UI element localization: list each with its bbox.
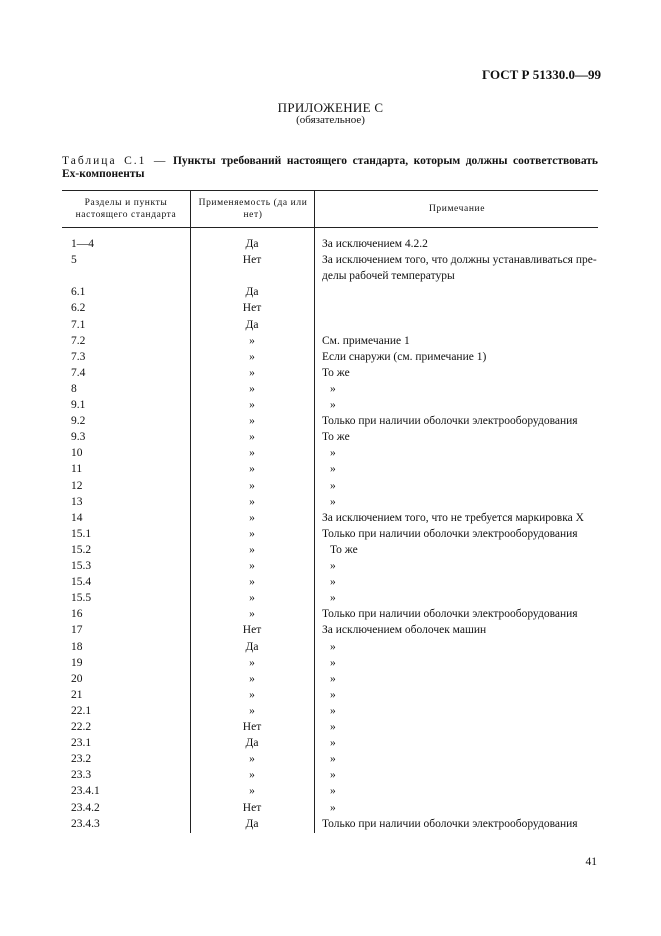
table-row xyxy=(62,446,598,462)
cell-section: 23.1 xyxy=(71,737,92,750)
table-caption-continuation: Ex-компоненты xyxy=(62,168,145,180)
cell-note: » xyxy=(330,382,336,395)
table-row xyxy=(62,366,598,382)
cell-applicability: » xyxy=(249,382,255,395)
cell-note: » xyxy=(330,721,336,733)
table-row xyxy=(62,656,598,672)
cell-section: 8 xyxy=(71,382,77,395)
cell-section: 15.1 xyxy=(71,527,92,540)
cell-section: 7.2 xyxy=(71,334,86,347)
annex-title: ПРИЛОЖЕНИЕ С xyxy=(277,100,384,115)
table-row xyxy=(62,768,598,784)
table-row xyxy=(62,607,598,623)
cell-note: То же xyxy=(330,543,358,556)
cell-section: 12 xyxy=(71,479,83,492)
cell-applicability: » xyxy=(249,399,255,411)
cell-note: » xyxy=(330,495,336,508)
table-row xyxy=(62,543,598,559)
cell-section: 23.2 xyxy=(71,753,92,766)
table-row xyxy=(62,285,598,301)
cell-section: 17 xyxy=(71,624,83,637)
cell-section: 15.5 xyxy=(71,592,92,605)
cell-applicability: Да xyxy=(245,318,259,331)
table-row xyxy=(62,398,598,414)
table-row xyxy=(62,462,598,478)
cell-applicability: » xyxy=(249,592,255,605)
header-note: Примечание xyxy=(314,191,599,227)
cell-section: 9.2 xyxy=(71,415,86,428)
table-row xyxy=(62,350,598,366)
table-row xyxy=(62,559,598,575)
cell-note: За исключением того, что не требуется маркировка X xyxy=(322,511,584,524)
table-row xyxy=(62,704,598,720)
cell-applicability: » xyxy=(249,415,255,428)
table-row xyxy=(62,801,598,817)
table-row xyxy=(62,817,598,833)
table-row xyxy=(62,414,598,430)
cell-applicability: » xyxy=(249,334,255,347)
cell-section: 15.4 xyxy=(71,576,92,589)
cell-note: За исключением оболочек машин xyxy=(322,624,487,637)
cell-applicability: Нет xyxy=(242,302,262,315)
table-caption xyxy=(62,155,598,168)
cell-note: Только при наличии оболочки электрооборудования xyxy=(322,527,578,540)
cell-applicability: » xyxy=(249,785,255,798)
cell-applicability: Да xyxy=(245,238,259,250)
cell-applicability: » xyxy=(249,479,255,492)
cell-section: 14 xyxy=(71,511,83,524)
cell-note: » xyxy=(330,592,336,605)
table-row xyxy=(62,301,598,317)
cell-applicability: » xyxy=(249,560,255,572)
cell-applicability: » xyxy=(249,672,255,685)
cell-section: 5 xyxy=(71,254,77,267)
cell-applicability: » xyxy=(249,688,255,701)
cell-note: Только при наличии оболочки электрооборудования xyxy=(322,415,578,428)
cell-section: 21 xyxy=(71,688,83,701)
cell-applicability: Нет xyxy=(242,624,262,637)
table-row xyxy=(62,511,598,527)
cell-applicability: » xyxy=(249,753,255,766)
cell-applicability: » xyxy=(249,463,255,476)
cell-section: 11 xyxy=(71,463,83,476)
cell-note: То же xyxy=(322,366,350,379)
cell-section: 18 xyxy=(71,640,83,653)
cell-note: То же xyxy=(322,431,350,444)
cell-applicability: Нет xyxy=(242,721,262,733)
table-row xyxy=(62,318,598,334)
cell-applicability: Да xyxy=(245,817,259,830)
table-row xyxy=(62,269,598,285)
table-row xyxy=(62,672,598,688)
table-header xyxy=(62,190,598,228)
cell-note: Только при наличии оболочки электрооборудования xyxy=(322,817,578,830)
cell-note: » xyxy=(330,447,336,460)
table-row xyxy=(62,430,598,446)
cell-note: » xyxy=(330,640,336,653)
cell-applicability: » xyxy=(249,447,255,460)
cell-section: 9.1 xyxy=(71,399,86,411)
cell-section: 7.1 xyxy=(71,318,86,331)
cell-note: » xyxy=(330,672,336,685)
cell-note: » xyxy=(330,656,336,669)
page-number: 41 xyxy=(585,856,597,868)
cell-section: 19 xyxy=(71,656,83,669)
cell-section: 13 xyxy=(71,495,83,508)
table-row xyxy=(62,237,598,253)
cell-applicability: » xyxy=(249,576,255,589)
cell-note: » xyxy=(330,769,336,782)
annex-subtitle: (обязательное) xyxy=(296,114,365,126)
cell-section: 1—4 xyxy=(71,238,94,250)
table-row xyxy=(62,495,598,511)
header-applicability: Применяемость (да или нет) xyxy=(190,191,315,227)
cell-applicability: » xyxy=(249,366,255,379)
cell-applicability: » xyxy=(249,543,255,556)
cell-note: » xyxy=(330,801,336,814)
cell-note: » xyxy=(330,753,336,766)
table-caption-text: Пункты требований настоящего стандарта, которым должны соответствовать xyxy=(172,155,598,167)
cell-applicability: » xyxy=(249,656,255,669)
table-row xyxy=(62,784,598,800)
cell-section: 23.4.3 xyxy=(71,817,100,830)
cell-section: 6.2 xyxy=(71,302,86,315)
cell-note: » xyxy=(330,688,336,701)
table-row xyxy=(62,752,598,768)
table-row xyxy=(62,720,598,736)
cell-applicability: » xyxy=(249,511,255,524)
cell-note: » xyxy=(330,704,336,717)
cell-applicability: » xyxy=(249,769,255,782)
cell-applicability: Да xyxy=(245,737,259,750)
cell-applicability: » xyxy=(249,431,255,444)
table-row xyxy=(62,334,598,350)
cell-note: См. примечание 1 xyxy=(322,334,410,347)
table-row xyxy=(62,382,598,398)
cell-applicability: » xyxy=(249,527,255,540)
cell-note: Только при наличии оболочки электрооборудования xyxy=(322,608,578,621)
cell-section: 16 xyxy=(71,608,83,621)
table-row xyxy=(62,479,598,495)
cell-applicability: Да xyxy=(245,640,259,653)
cell-applicability: » xyxy=(249,495,255,508)
cell-section: 6.1 xyxy=(71,286,86,299)
cell-section: 22.2 xyxy=(71,721,92,733)
table-row xyxy=(62,623,598,639)
table-row xyxy=(62,640,598,656)
cell-note: » xyxy=(330,560,336,572)
cell-section: 10 xyxy=(71,447,83,460)
cell-section: 9.3 xyxy=(71,431,86,444)
cell-section: 20 xyxy=(71,672,83,685)
cell-applicability: Нет xyxy=(242,254,262,267)
cell-section: 7.3 xyxy=(71,350,86,363)
cell-section: 7.4 xyxy=(71,366,86,379)
cell-note: » xyxy=(330,576,336,589)
document-code: ГОСТ Р 51330.0—99 xyxy=(482,67,601,82)
table-row xyxy=(62,736,598,752)
cell-note: » xyxy=(330,479,336,492)
cell-note: » xyxy=(330,737,336,750)
table-row xyxy=(62,575,598,591)
table-row xyxy=(62,591,598,607)
cell-applicability: Нет xyxy=(242,801,262,814)
cell-section: 15.3 xyxy=(71,560,92,572)
cell-applicability: » xyxy=(249,350,255,363)
cell-section: 23.4.1 xyxy=(71,785,100,798)
header-sections: Разделы и пункты настоящего стандарта xyxy=(75,198,177,220)
cell-applicability: » xyxy=(249,704,255,717)
cell-note: За исключением 4.2.2 xyxy=(322,238,428,250)
cell-section: 23.3 xyxy=(71,769,92,782)
cell-note: делы рабочей температуры xyxy=(322,270,455,283)
cell-note: Если снаружи (см. примечание 1) xyxy=(322,350,487,363)
cell-note: » xyxy=(330,785,336,798)
cell-applicability: Да xyxy=(245,286,259,299)
table-row xyxy=(62,253,598,269)
cell-note: За исключением того, что должны устанавливаться пре- xyxy=(322,254,597,267)
cell-note: » xyxy=(330,463,336,476)
table-caption-label: Таблица С.1 — xyxy=(62,155,168,167)
table-row xyxy=(62,688,598,704)
cell-section: 15.2 xyxy=(71,543,92,556)
cell-applicability: » xyxy=(249,608,255,621)
cell-section: 23.4.2 xyxy=(71,801,100,814)
table-row xyxy=(62,527,598,543)
cell-note: » xyxy=(330,399,336,411)
cell-section: 22.1 xyxy=(71,704,92,717)
